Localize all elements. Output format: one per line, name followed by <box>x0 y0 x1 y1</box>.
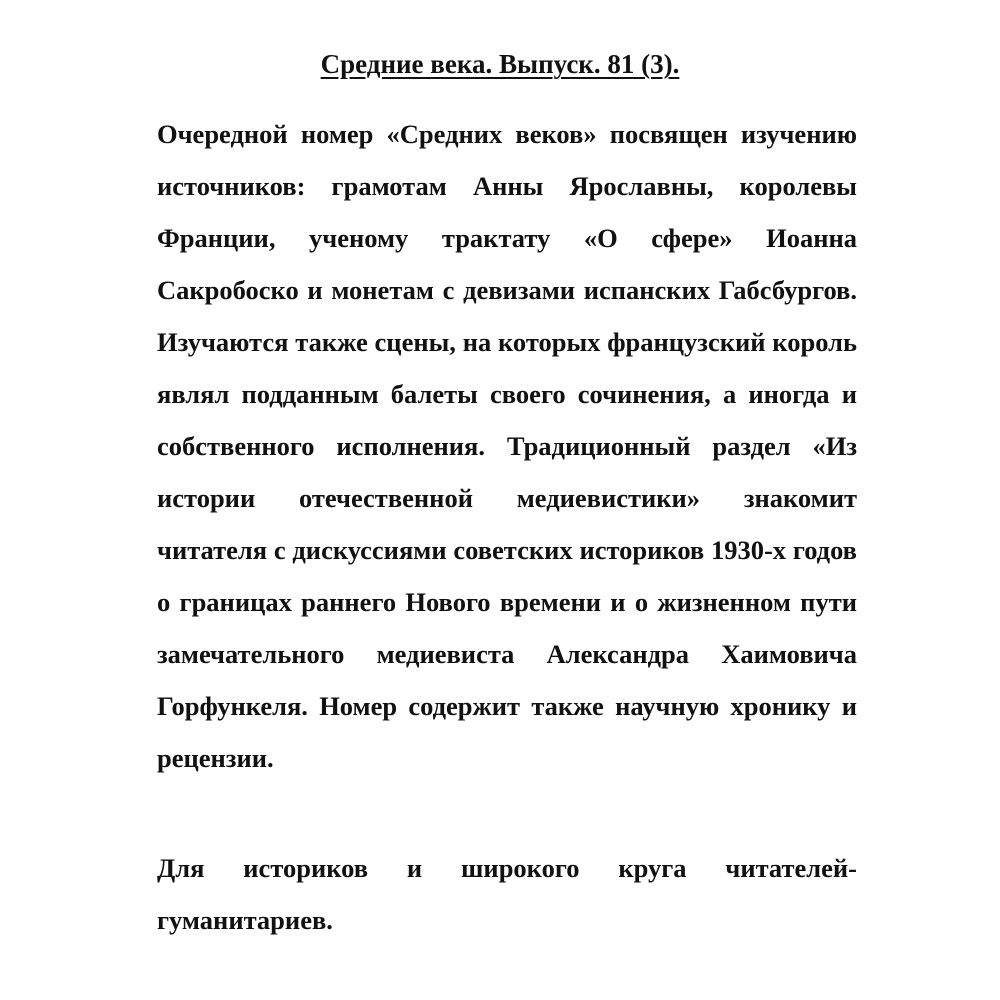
document-title: Средние века. Выпуск. 81 (3). <box>320 49 680 79</box>
audience-paragraph: Для историков и широкого круга читателей-гуманитариев. <box>157 853 857 935</box>
description-paragraph: Очередной номер «Средних веков» посвящен изучению источников: грамотам Анны Ярославны, королевы Франции, ученому трактату «О сфере» Иоанна Сакробоско и монетам с девизами испанских Габсбургов. Изучаются также сцены, на которых французский король являл подданным балеты своего сочинения, а иногда и собственного исполнения. Традиционный раздел «Из истории отечественной медиевистики» знакомит читателя с дискуссиями советских историков 1930-х годов о границах раннего Нового времени и о жизненном пути замечательного медиевиста Александра Хаимовича Горфункеля. Номер содержит также научную хронику и рецензии. <box>157 119 857 773</box>
